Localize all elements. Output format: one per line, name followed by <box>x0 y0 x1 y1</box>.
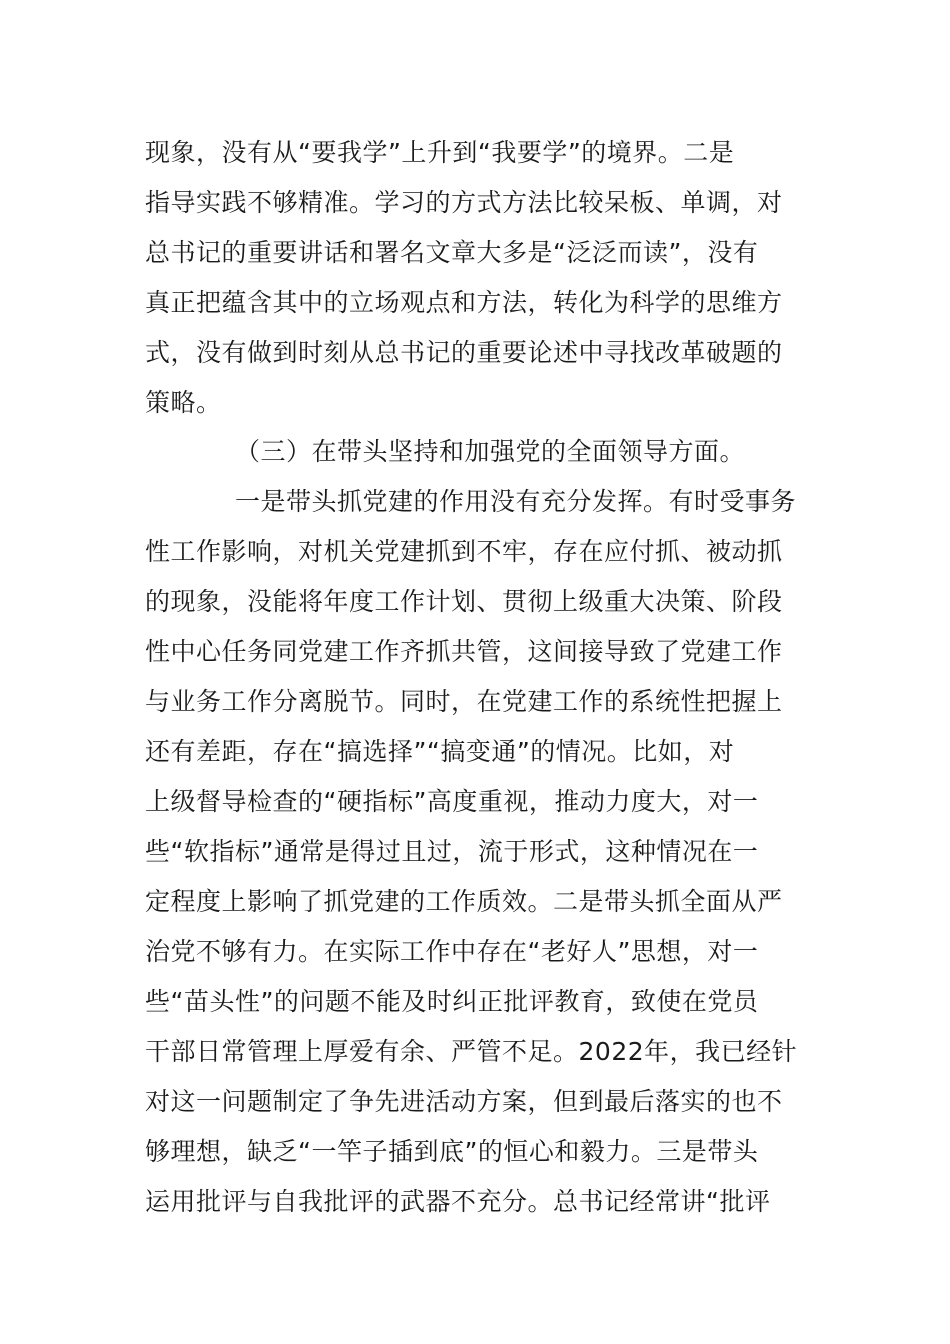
paragraph-1-line-6: 策略。 <box>145 388 222 417</box>
paragraph-2-line-6: 还有差距，存在“搞选择”“搞变通”的情况。比如，对 <box>145 737 735 766</box>
paragraph-1-line-3: 总书记的重要讲话和署名文章大多是“泛泛而读”，没有 <box>145 238 759 267</box>
paragraph-2-line-12: 干部日常管理上厚爱有余、严管不足。2022年，我已经针 <box>145 1037 798 1066</box>
paragraph-2-line-5: 与业务工作分离脱节。同时，在党建工作的系统性把握上 <box>145 687 783 716</box>
paragraph-2-line-9: 定程度上影响了抓党建的工作质效。二是带头抓全面从严 <box>145 887 783 916</box>
section-heading: （三）在带头坚持和加强党的全面领导方面。 <box>235 437 746 466</box>
paragraph-1-line-1: 现象，没有从“要我学”上升到“我要学”的境界。二是 <box>145 138 735 167</box>
paragraph-2-line-7: 上级督导检查的“硬指标”高度重视，推动力度大，对一 <box>145 787 759 816</box>
paragraph-2-line-8: 些“软指标”通常是得过且过，流于形式，这种情况在一 <box>145 837 759 866</box>
paragraph-2-line-4: 性中心任务同党建工作齐抓共管，这间接导致了党建工作 <box>145 637 783 666</box>
paragraph-2-line-3: 的现象，没能将年度工作计划、贯彻上级重大决策、阶段 <box>145 587 783 616</box>
paragraph-1-line-2: 指导实践不够精准。学习的方式方法比较呆板、单调，对 <box>145 188 783 217</box>
paragraph-2-line-13: 对这一问题制定了争先进活动方案，但到最后落实的也不 <box>145 1087 783 1116</box>
paragraph-2-line-11: 些“苗头性”的问题不能及时纠正批评教育，致使在党员 <box>145 987 759 1016</box>
paragraph-1-line-5: 式，没有做到时刻从总书记的重要论述中寻找改革破题的 <box>145 338 783 367</box>
paragraph-2-line-15: 运用批评与自我批评的武器不充分。总书记经常讲“批评 <box>145 1187 771 1216</box>
paragraph-2-line-1: 一是带头抓党建的作用没有充分发挥。有时受事务 <box>235 487 797 516</box>
paragraph-2-line-2: 性工作影响，对机关党建抓到不牢，存在应付抓、被动抓 <box>145 537 783 566</box>
paragraph-1-line-4: 真正把蕴含其中的立场观点和方法，转化为科学的思维方 <box>145 288 783 317</box>
paragraph-2-line-10: 治党不够有力。在实际工作中存在“老好人”思想，对一 <box>145 937 759 966</box>
paragraph-2-line-14: 够理想，缺乏“一竿子插到底”的恒心和毅力。三是带头 <box>145 1137 759 1166</box>
